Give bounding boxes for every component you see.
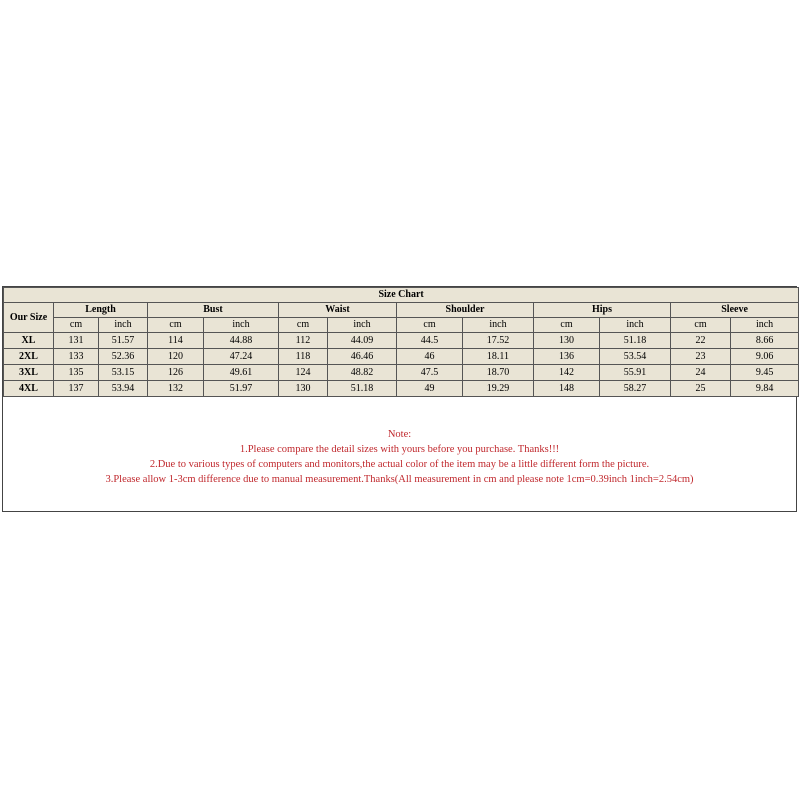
size-value-cell: 9.45 (731, 365, 799, 381)
size-value-cell: 49 (397, 381, 463, 397)
size-value-cell: 46 (397, 349, 463, 365)
unit-header-inch: inch (328, 318, 397, 333)
size-value-cell: 47.24 (204, 349, 279, 365)
size-value-cell: 9.84 (731, 381, 799, 397)
notes-section (3, 397, 796, 487)
size-value-cell: 131 (54, 333, 99, 349)
size-value-cell: 133 (54, 349, 99, 365)
unit-header-inch: inch (99, 318, 148, 333)
note-line-3: 3.Please allow 1-3cm difference due to manual measurement.Thanks(All measurement in cm and please note 1cm=0.39inch 1inch=2.54cm) (105, 474, 694, 485)
unit-header-cm: cm (148, 318, 204, 333)
size-value-cell: 132 (148, 381, 204, 397)
size-value-cell: 148 (534, 381, 600, 397)
table-row (4, 381, 799, 397)
size-value-cell: 118 (279, 349, 328, 365)
size-value-cell: 46.46 (328, 349, 397, 365)
size-label: XL (4, 333, 54, 349)
unit-header-inch: inch (204, 318, 279, 333)
group-header-shoulder: Shoulder (397, 303, 534, 318)
size-value-cell: 44.09 (328, 333, 397, 349)
group-header-length: Length (54, 303, 148, 318)
size-value-cell: 19.29 (463, 381, 534, 397)
size-value-cell: 51.57 (99, 333, 148, 349)
notes-heading: Note: (387, 429, 412, 440)
unit-header-cm: cm (279, 318, 328, 333)
note-line-2: 2.Due to various types of computers and monitors,the actual color of the item may be a little different form the picture. (149, 459, 650, 470)
size-value-cell: 49.61 (204, 365, 279, 381)
size-rows (4, 333, 799, 397)
size-value-cell: 18.70 (463, 365, 534, 381)
unit-header-inch: inch (731, 318, 799, 333)
size-label: 4XL (4, 381, 54, 397)
size-value-cell: 52.36 (99, 349, 148, 365)
size-value-cell: 51.97 (204, 381, 279, 397)
group-header-hips: Hips (534, 303, 671, 318)
size-value-cell: 53.94 (99, 381, 148, 397)
size-value-cell: 142 (534, 365, 600, 381)
size-value-cell: 53.15 (99, 365, 148, 381)
unit-header-cm: cm (671, 318, 731, 333)
size-value-cell: 25 (671, 381, 731, 397)
size-value-cell: 130 (534, 333, 600, 349)
size-value-cell: 55.91 (600, 365, 671, 381)
unit-row (4, 318, 799, 333)
size-label: 2XL (4, 349, 54, 365)
size-value-cell: 135 (54, 365, 99, 381)
size-chart-title: Size Chart (4, 288, 799, 303)
size-value-cell: 47.5 (397, 365, 463, 381)
size-value-cell: 58.27 (600, 381, 671, 397)
size-value-cell: 130 (279, 381, 328, 397)
size-value-cell: 136 (534, 349, 600, 365)
size-value-cell: 22 (671, 333, 731, 349)
size-value-cell: 48.82 (328, 365, 397, 381)
table-row (4, 365, 799, 381)
unit-header-cm: cm (54, 318, 99, 333)
size-value-cell: 8.66 (731, 333, 799, 349)
table-row (4, 349, 799, 365)
size-value-cell: 112 (279, 333, 328, 349)
size-value-cell: 120 (148, 349, 204, 365)
size-value-cell: 24 (671, 365, 731, 381)
unit-header-inch: inch (600, 318, 671, 333)
table-row (4, 333, 799, 349)
note-line-1: 1.Please compare the detail sizes with yours before you purchase. Thanks!!! (239, 444, 560, 455)
size-value-cell: 18.11 (463, 349, 534, 365)
group-header-sleeve: Sleeve (671, 303, 799, 318)
unit-header-cm: cm (534, 318, 600, 333)
unit-header-cm: cm (397, 318, 463, 333)
size-value-cell: 44.88 (204, 333, 279, 349)
group-header-waist: Waist (279, 303, 397, 318)
size-chart-table (3, 287, 799, 397)
size-value-cell: 17.52 (463, 333, 534, 349)
size-value-cell: 44.5 (397, 333, 463, 349)
our-size-header: Our Size (4, 303, 54, 333)
size-value-cell: 9.06 (731, 349, 799, 365)
size-value-cell: 51.18 (600, 333, 671, 349)
size-value-cell: 114 (148, 333, 204, 349)
group-header-bust: Bust (148, 303, 279, 318)
size-value-cell: 137 (54, 381, 99, 397)
size-chart-sheet (2, 286, 797, 512)
size-value-cell: 126 (148, 365, 204, 381)
size-value-cell: 23 (671, 349, 731, 365)
unit-header-inch: inch (463, 318, 534, 333)
size-value-cell: 51.18 (328, 381, 397, 397)
size-value-cell: 53.54 (600, 349, 671, 365)
size-label: 3XL (4, 365, 54, 381)
size-value-cell: 124 (279, 365, 328, 381)
